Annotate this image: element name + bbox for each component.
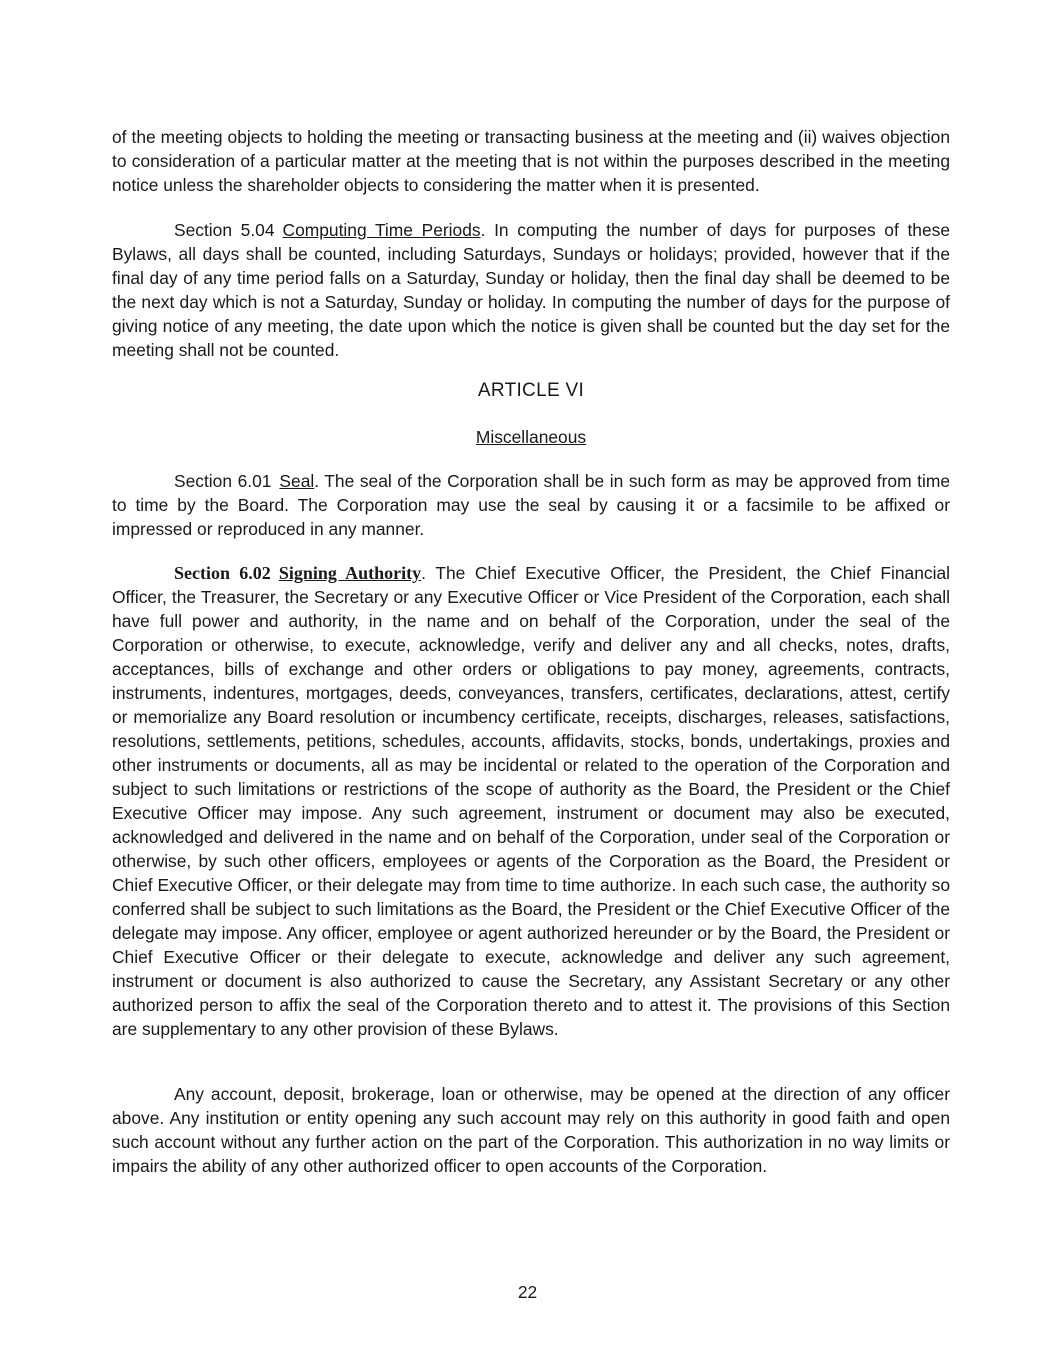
page-number: 22: [517, 1282, 538, 1302]
article-subheading-text: Miscellaneous: [475, 427, 587, 447]
section-6-02-body: . The Chief Executive Officer, the President, the Chief Financial Officer, the Treasurer, the Secretary or any Executive Officer or Vice President of the Corporation, each shall have full power and authority, in the name and on behalf of the Corporation, under the seal of the Corporation or otherwise, to execute, acknowledge, verify and deliver any and all checks, notes, drafts, acceptances, bills of exchange and other orders or obligations to pay money, agreements, contracts, instruments, indentures, mortgages, deeds, conveyances, transfers, certificates, declarations, attest, certify or memorialize any Board resolution or incumbency certificate, receipts, discharges, releases, satisfactions, resolutions, settlements, petitions, schedules, accounts, affidavits, stocks, bonds, undertakings, proxies and other instruments or documents, all as may be incidental or related to the operation of the Corporation and subject to such limitations or restrictions of the scope of authority as the Board, the President or the Chief Executive Officer may impose. Any such agreement, instrument or document may also be executed, acknowledged and delivered in the name and on behalf of the Corporation, under seal of the Corporation or otherwise, by such other officers, employees or agents of the Corporation as the Board, the President or Chief Executive Officer, or their delegate may from time to time authorize. In each such case, the authority so conferred shall be subject to such limitations as the Board, the President or the Chief Executive Officer of the delegate may impose. Any officer, employee or agent authorized hereunder or by the Board, the President or Chief Executive Officer or their delegate to execute, acknowledge and deliver any such agreement, instrument or document is also authorized to cause the Secretary, any Assistant Secretary or any other authorized person to affix the seal of the Corporation thereto and to attest it. The provisions of this Section are supplementary to any other provision of these Bylaws.: [112, 563, 950, 1039]
final-paragraph: Any account, deposit, brokerage, loan or otherwise, may be opened at the direction of any officer above. Any institution or entity opening any such account may rely on this authority in good faith and open such account without any further action on the part of the Corporation. This authorization in no way limits or impairs the ability of any other authorized officer to open accounts of the Corporation.: [112, 1084, 950, 1176]
section-5-04-title: Computing Time Periods: [282, 220, 481, 240]
section-6-02-number: Section 6.02: [174, 563, 271, 583]
article-subheading: [112, 425, 950, 449]
section-6-01-body: . The seal of the Corporation shall be in such form as may be approved from time to time by the Board. The Corporation may use the seal by causing it or a facsimile to be affixed or impressed or reproduced in any manner.: [112, 471, 950, 539]
section-6-02-title: Signing Authority: [278, 563, 422, 583]
section-5-04-body: . In computing the number of days for purposes of these Bylaws, all days shall be counted, including Saturdays, Sundays or holidays; provided, however that if the final day of any time period falls on a Saturday, Sunday or holiday, then the final day shall be deemed to be the next day which is not a Saturday, Sunday or holiday. In computing the number of days for the purpose of giving notice of any meeting, the date upon which the notice is given shall be counted but the day set for the meeting shall not be counted.: [112, 220, 950, 360]
section-6-01-number: Section 6.01: [174, 471, 272, 491]
article-heading: ARTICLE VI: [477, 380, 585, 401]
section-6-01-title: Seal: [279, 471, 315, 491]
section-5-04-number: Section 5.04: [174, 220, 275, 240]
continuation-paragraph: of the meeting objects to holding the meeting or transacting business at the meeting and (ii) waives objection to consideration of a particular matter at the meeting that is not within the purposes described in the meeting notice unless the shareholder objects to considering the matter when it is presented.: [112, 127, 950, 195]
section-6-02-paragraph: [112, 561, 950, 1041]
section-6-01-paragraph: [112, 469, 950, 541]
section-5-04-paragraph: [112, 218, 950, 362]
